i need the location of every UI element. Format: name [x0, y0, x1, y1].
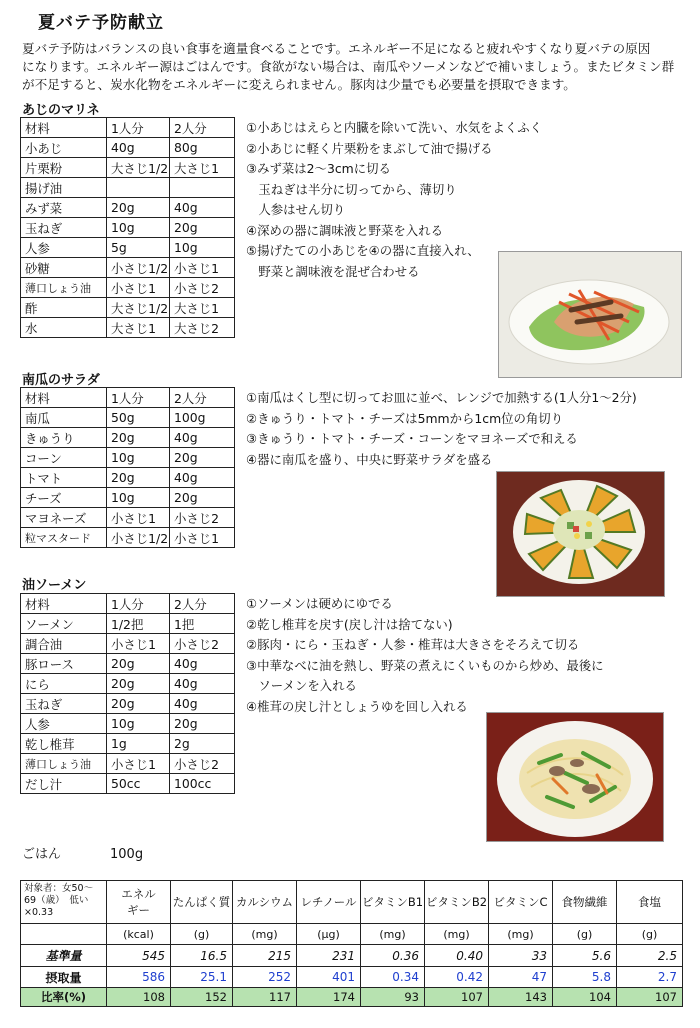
amount-1-serving: 20g: [107, 198, 170, 218]
nutrient-unit: (μg): [297, 924, 361, 945]
ingredient-row: [21, 158, 235, 178]
amount-2-servings: 40g: [170, 694, 235, 714]
row-label: 摂取量: [21, 967, 107, 988]
ingredient-row: [21, 298, 235, 318]
nutrient-value: 16.5: [171, 945, 233, 967]
nutrient-value: 93: [361, 988, 425, 1007]
ingredient-row: [21, 614, 235, 634]
ingredient-name: マヨネーズ: [21, 508, 107, 528]
amount-1-serving: 大さじ1: [107, 318, 170, 338]
step-line: ①ソーメンは硬めにゆでる: [246, 596, 393, 611]
amount-2-servings: 2人分: [170, 118, 235, 138]
ingredient-row: [21, 714, 235, 734]
ingredient-name: 南瓜: [21, 408, 107, 428]
amount-1-serving: 大さじ1/2: [107, 158, 170, 178]
amount-2-servings: 40g: [170, 674, 235, 694]
page-title: 夏バテ予防献立: [38, 13, 164, 33]
nutrient-name: レチノール: [300, 895, 357, 909]
pumpkin-salad-photo: [496, 471, 665, 597]
amount-2-servings: 小さじ2: [170, 634, 235, 654]
step-line: ③中華なべに油を熱し、野菜の煮えにくいものから炒め、最後に: [246, 657, 604, 673]
nutrient-value: 586: [107, 967, 171, 988]
nutrient-name: エネル ギー: [121, 887, 156, 917]
amount-1-serving: 10g: [107, 714, 170, 734]
nutrient-value: 107: [617, 988, 683, 1007]
step-line: ②豚肉・にら・玉ねぎ・人参・椎茸は大きさをそろえて切る: [246, 637, 580, 652]
ingredient-row: [21, 448, 235, 468]
nutrient-value: 108: [107, 988, 171, 1007]
nutrient-unit: (g): [617, 924, 683, 945]
ingredient-name: トマト: [21, 468, 107, 488]
nutrient-column-header: [297, 881, 361, 924]
amount-2-servings: 大さじ1: [170, 158, 235, 178]
ingredient-row: [21, 198, 235, 218]
row-label: 基準量: [21, 945, 107, 967]
step-line: ③きゅうり・トマト・チーズ・コーンをマヨネーズで和える: [246, 431, 578, 446]
amount-1-serving: 小さじ1: [107, 508, 170, 528]
amount-1-serving: 小さじ1/2: [107, 528, 170, 548]
ingredient-row: [21, 218, 235, 238]
nutrient-value: 25.1: [171, 967, 233, 988]
recipe-title-somen: 油ソーメン: [22, 578, 87, 593]
amount-1-serving: 大さじ1/2: [107, 298, 170, 318]
ingredient-name: みず菜: [21, 198, 107, 218]
recipe-title-aji: あじのマリネ: [22, 103, 100, 118]
nutrient-value: 104: [553, 988, 617, 1007]
nutrient-column-header: [233, 881, 297, 924]
ingredient-name: チーズ: [21, 488, 107, 508]
nutrient-value: 117: [233, 988, 297, 1007]
ingredient-name: にら: [21, 674, 107, 694]
amount-1-serving: 5g: [107, 238, 170, 258]
amount-2-servings: 20g: [170, 488, 235, 508]
nutrient-column-header: [107, 881, 171, 924]
nutrient-value: 2.7: [617, 967, 683, 988]
target-note-line: 対象者：女50～: [24, 883, 94, 894]
ratio-row: [21, 988, 683, 1007]
amount-1-serving: 1人分: [107, 388, 170, 408]
ingredient-name: だし汁: [21, 774, 107, 794]
amount-1-serving: 1/2把: [107, 614, 170, 634]
step-line: ④椎茸の戻し汁としょうゆを回し入れる: [246, 698, 468, 714]
ingredient-row: [21, 278, 235, 298]
ingredient-table-pumpkin: [20, 387, 235, 548]
amount-1-serving: 10g: [107, 488, 170, 508]
aji-marinade-photo: [498, 251, 682, 378]
nutrient-value: 152: [171, 988, 233, 1007]
nutrient-name: たんぱく質: [172, 895, 231, 909]
ingredient-row: [21, 318, 235, 338]
step-line: 玉ねぎは半分に切ってから、薄切り: [246, 181, 457, 197]
ingredient-name: 小あじ: [21, 138, 107, 158]
nutrient-unit: (mg): [489, 924, 553, 945]
nutrient-value: 5.8: [553, 967, 617, 988]
abura-somen-photo: [486, 712, 664, 842]
target-note-line: 69（歳） 低い: [24, 895, 89, 906]
nutrient-value: 174: [297, 988, 361, 1007]
nutrient-column-header: [171, 881, 233, 924]
nutrient-column-header: [425, 881, 489, 924]
nutrient-column-header: [361, 881, 425, 924]
nutrition-header-row: [21, 881, 683, 924]
ingredient-row: [21, 528, 235, 548]
nutrient-column-header: [489, 881, 553, 924]
nutrient-value: 545: [107, 945, 171, 967]
ingredient-row: [21, 428, 235, 448]
intake-amount-row: [21, 967, 683, 988]
nutrient-value: 33: [489, 945, 553, 967]
step-line: ①南瓜はくし型に切ってお皿に並べ、レンジで加熱する(1人分1～2分): [246, 390, 637, 405]
ingredient-table-somen: [20, 593, 235, 794]
ingredient-row: [21, 488, 235, 508]
amount-1-serving: 10g: [107, 218, 170, 238]
nutrient-value: 0.34: [361, 967, 425, 988]
amount-2-servings: 小さじ2: [170, 754, 235, 774]
nutrient-value: 2.5: [617, 945, 683, 967]
amount-2-servings: 10g: [170, 238, 235, 258]
ingredient-name: コーン: [21, 448, 107, 468]
amount-2-servings: 20g: [170, 448, 235, 468]
ingredient-name: 粒マスタード: [21, 528, 107, 548]
nutrient-name: ビタミンC: [493, 895, 548, 909]
amount-2-servings: [170, 178, 235, 198]
unit-row-label: [21, 924, 107, 945]
amount-2-servings: 小さじ1: [170, 258, 235, 278]
ingredient-header-row: [21, 118, 235, 138]
ingredient-header-row: [21, 594, 235, 614]
step-line: ソーメンを入れる: [246, 678, 357, 693]
rice-label: ごはん: [22, 847, 62, 862]
nutrient-unit: (kcal): [107, 924, 171, 945]
ingredient-row: [21, 754, 235, 774]
nutrient-value: 0.42: [425, 967, 489, 988]
amount-1-serving: 小さじ1: [107, 278, 170, 298]
amount-1-serving: 20g: [107, 654, 170, 674]
nutrient-value: 47: [489, 967, 553, 988]
ingredient-name: ソーメン: [21, 614, 107, 634]
ingredient-name: 玉ねぎ: [21, 218, 107, 238]
nutrient-unit: (g): [171, 924, 233, 945]
amount-2-servings: 大さじ1: [170, 298, 235, 318]
nutrient-name: 食物繊維: [561, 895, 608, 909]
amount-2-servings: 小さじ1: [170, 528, 235, 548]
ingredient-row: [21, 774, 235, 794]
recipe-title-pumpkin: 南瓜のサラダ: [22, 373, 100, 388]
nutrient-value: 401: [297, 967, 361, 988]
nutrient-value: 231: [297, 945, 361, 967]
amount-1-serving: 20g: [107, 694, 170, 714]
rice-line: [22, 843, 143, 862]
ingredient-name: 乾し椎茸: [21, 734, 107, 754]
ingredient-row: [21, 258, 235, 278]
nutrient-unit: (mg): [361, 924, 425, 945]
amount-1-serving: 40g: [107, 138, 170, 158]
amount-2-servings: 2人分: [170, 594, 235, 614]
ingredient-row: [21, 734, 235, 754]
step-line: 野菜と調味液を混ぜ合わせる: [246, 263, 420, 279]
ingredient-row: [21, 468, 235, 488]
intro-line: 夏バテ予防はバランスの良い食事を適量食べることです。エネルギー不足になると疲れやすくなり夏バテの原因: [22, 41, 651, 56]
amount-1-serving: 20g: [107, 674, 170, 694]
ingredient-row: [21, 238, 235, 258]
nutrient-unit: (mg): [233, 924, 297, 945]
amount-1-serving: [107, 178, 170, 198]
amount-2-servings: 40g: [170, 428, 235, 448]
ingredient-name: 材料: [21, 594, 107, 614]
ingredient-name: 材料: [21, 118, 107, 138]
amount-2-servings: 100cc: [170, 774, 235, 794]
steps-pumpkin: [246, 388, 637, 470]
intro-paragraph: [22, 40, 692, 94]
nutrient-name: 食塩: [638, 895, 661, 909]
nutrient-name: ビタミンB1: [361, 895, 424, 909]
amount-1-serving: 20g: [107, 468, 170, 488]
nutrition-table: [20, 880, 683, 1007]
step-line: ④深めの器に調味液と野菜を入れる: [246, 222, 443, 238]
amount-2-servings: 40g: [170, 468, 235, 488]
ingredient-name: 豚ロース: [21, 654, 107, 674]
ingredient-name: 材料: [21, 388, 107, 408]
nutrition-unit-row: [21, 924, 683, 945]
step-line: ①小あじはえらと内臓を除いて洗い、水気をよくふく: [246, 120, 543, 135]
ingredient-row: [21, 508, 235, 528]
nutrient-value: 0.36: [361, 945, 425, 967]
ingredient-name: 玉ねぎ: [21, 694, 107, 714]
amount-1-serving: 小さじ1/2: [107, 258, 170, 278]
intro-line: になります。エネルギー源はごはんです。食欲がない場合は、南瓜やソーメンなどで補いましょう。またビタミン群: [22, 59, 675, 74]
amount-1-serving: 50g: [107, 408, 170, 428]
amount-2-servings: 40g: [170, 654, 235, 674]
ingredient-name: 調合油: [21, 634, 107, 654]
amount-1-serving: 1人分: [107, 594, 170, 614]
ingredient-name: 人参: [21, 714, 107, 734]
amount-1-serving: 10g: [107, 448, 170, 468]
nutrient-value: 5.6: [553, 945, 617, 967]
amount-2-servings: 20g: [170, 714, 235, 734]
nutrient-value: 107: [425, 988, 489, 1007]
ingredient-row: [21, 674, 235, 694]
ingredient-name: 薄口しょう油: [21, 278, 107, 298]
nutrient-value: 252: [233, 967, 297, 988]
step-line: ⑤揚げたての小あじを④の器に直接入れ、: [246, 243, 480, 258]
amount-2-servings: 2g: [170, 734, 235, 754]
step-line: ③みず菜は2～3cmに切る: [246, 161, 391, 176]
ingredient-name: 薄口しょう油: [21, 754, 107, 774]
step-line: ②小あじに軽く片栗粉をまぶして油で揚げる: [246, 140, 493, 156]
ingredient-row: [21, 634, 235, 654]
ingredient-row: [21, 694, 235, 714]
row-label: 比率(%): [21, 988, 107, 1007]
amount-2-servings: 1把: [170, 614, 235, 634]
ingredient-table-aji: [20, 117, 235, 338]
intro-line: が不足すると、炭水化物をエネルギーに変えられません。豚肉は少量でも必要量を摂取できます。: [22, 77, 576, 92]
amount-2-servings: 80g: [170, 138, 235, 158]
amount-1-serving: 小さじ1: [107, 634, 170, 654]
ingredient-name: きゅうり: [21, 428, 107, 448]
amount-2-servings: 20g: [170, 218, 235, 238]
ingredient-row: [21, 654, 235, 674]
step-line: 人参はせん切り: [246, 202, 346, 217]
amount-2-servings: 大さじ2: [170, 318, 235, 338]
target-amount-row: [21, 945, 683, 967]
step-line: ②乾し椎茸を戻す(戻し汁は捨てない): [246, 616, 453, 632]
ingredient-row: [21, 408, 235, 428]
amount-2-servings: 小さじ2: [170, 508, 235, 528]
ingredient-name: 砂糖: [21, 258, 107, 278]
target-note: [21, 881, 107, 924]
nutrient-unit: (mg): [425, 924, 489, 945]
amount-2-servings: 40g: [170, 198, 235, 218]
step-line: ②きゅうり・トマト・チーズは5mmから1cm位の角切り: [246, 410, 564, 426]
amount-2-servings: 小さじ2: [170, 278, 235, 298]
nutrient-name: カルシウム: [235, 895, 294, 909]
amount-1-serving: 1人分: [107, 118, 170, 138]
rice-amount: 100g: [110, 847, 144, 862]
ingredient-name: 片栗粉: [21, 158, 107, 178]
nutrient-name: ビタミンB2: [425, 895, 488, 909]
ingredient-name: 酢: [21, 298, 107, 318]
amount-1-serving: 20g: [107, 428, 170, 448]
step-line: ④器に南瓜を盛り、中央に野菜サラダを盛る: [246, 451, 493, 467]
ingredient-name: 人参: [21, 238, 107, 258]
amount-1-serving: 小さじ1: [107, 754, 170, 774]
amount-1-serving: 50cc: [107, 774, 170, 794]
amount-1-serving: 1g: [107, 734, 170, 754]
amount-2-servings: 2人分: [170, 388, 235, 408]
ingredient-name: 水: [21, 318, 107, 338]
target-note-line: ×0.33: [24, 907, 54, 918]
nutrient-column-header: [617, 881, 683, 924]
ingredient-name: 揚げ油: [21, 178, 107, 198]
nutrient-value: 143: [489, 988, 553, 1007]
ingredient-row: [21, 138, 235, 158]
ingredient-row: [21, 178, 235, 198]
nutrient-column-header: [553, 881, 617, 924]
nutrient-value: 0.40: [425, 945, 489, 967]
nutrient-unit: (g): [553, 924, 617, 945]
steps-somen: [246, 594, 604, 717]
ingredient-header-row: [21, 388, 235, 408]
amount-2-servings: 100g: [170, 408, 235, 428]
nutrient-value: 215: [233, 945, 297, 967]
